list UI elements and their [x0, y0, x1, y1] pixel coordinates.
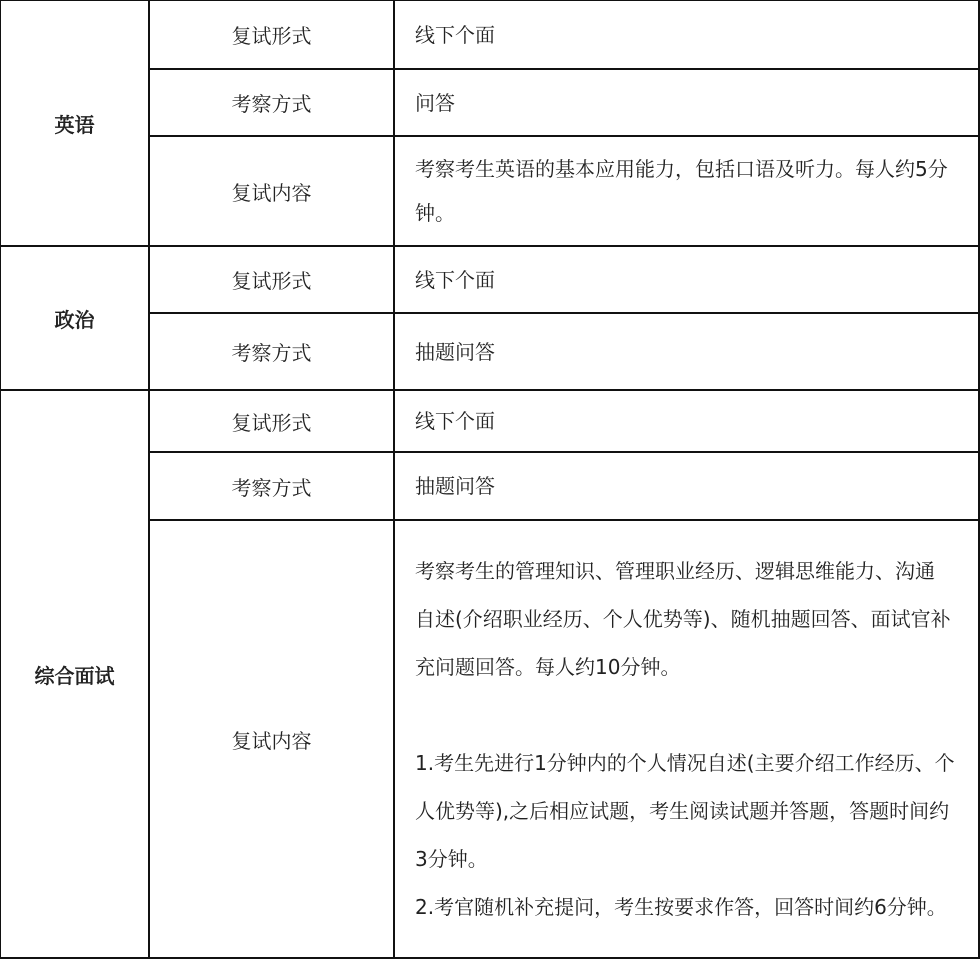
table-row	[0, 390, 979, 452]
category-politics: 政治	[0, 246, 149, 390]
category-comprehensive-interview: 综合面试	[0, 390, 149, 958]
row-value: 考察考生英语的基本应用能力，包括口语及听力。每人约5分钟。	[394, 136, 979, 246]
table-row	[0, 246, 979, 313]
row-label: 复试内容	[149, 136, 394, 246]
content-item-2: 2.考官随机补充提问，考生按要求作答，回答时间约6分钟。	[415, 895, 947, 919]
row-value: 线下个面	[394, 246, 979, 313]
row-label: 考察方式	[149, 313, 394, 390]
row-label: 考察方式	[149, 452, 394, 520]
table-row	[0, 0, 979, 69]
row-value: 抽题问答	[394, 313, 979, 390]
row-value: 问答	[394, 69, 979, 136]
row-label: 复试形式	[149, 0, 394, 69]
row-value: 线下个面	[394, 0, 979, 69]
row-value	[394, 520, 979, 958]
content-paragraph: 考察考生的管理知识、管理职业经历、逻辑思维能力、沟通 自述(介绍职业经历、个人优势等)、随机抽题回答、面试官补充问题回答。每人约10分钟。	[415, 559, 951, 679]
category-english: 英语	[0, 0, 149, 246]
row-label: 复试内容	[149, 520, 394, 958]
row-label: 复试形式	[149, 246, 394, 313]
row-label: 复试形式	[149, 390, 394, 452]
row-value: 线下个面	[394, 390, 979, 452]
content-item-1: 1.考生先进行1分钟内的个人情况自述(主要介绍工作经历、个人优势等),之后相应试题，考生阅读试题并答题，答题时间约3分钟。	[415, 751, 955, 871]
row-value: 抽题问答	[394, 452, 979, 520]
row-label: 考察方式	[149, 69, 394, 136]
